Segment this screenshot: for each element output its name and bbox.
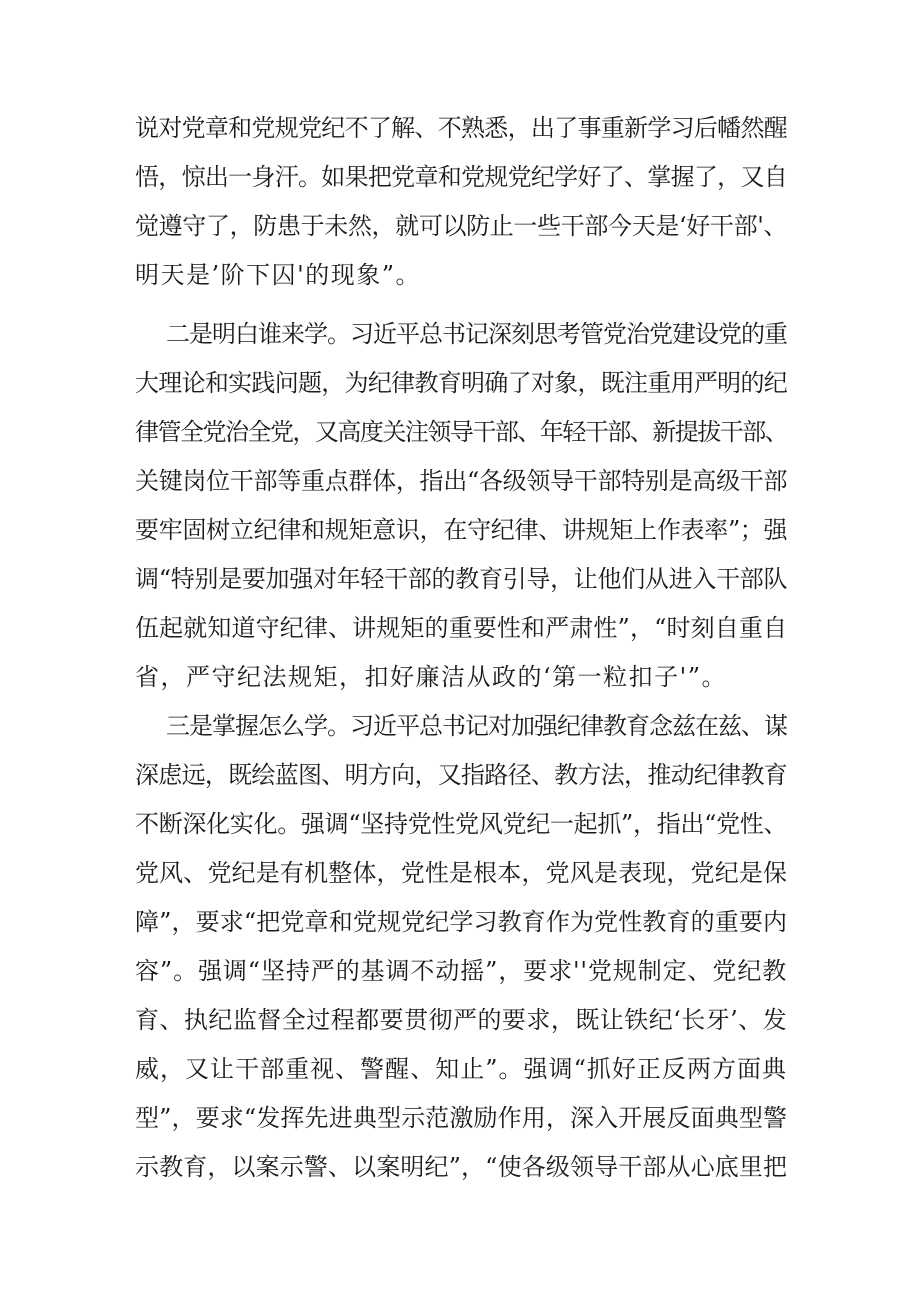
text-line: 型”，要求“发挥先进典型示范激励作用，深入开展反面典型警 (135, 1104, 787, 1132)
text-line: 示教育，以案示警、以案明纪”，“使各级领导干部从心底里把 (135, 1153, 787, 1181)
text-line: 容”。强调“坚持严的基调不动摇”，要求''党规制定、党纪教 (135, 957, 787, 985)
text-line: 省，严守纪法规矩，扣好廉洁从政的‘第一粒扣子'”。 (135, 663, 727, 691)
text-line: 悟，惊出一身汗。如果把党章和党规党纪学好了、掌握了，又自 (135, 163, 787, 191)
text-line: 威，又让干部重视、警醒、知止”。强调“抓好正反两方面典 (135, 1055, 787, 1083)
text-line: 三是掌握怎么学。习近平总书记对加强纪律教育念兹在兹、谋 (166, 712, 787, 740)
text-line: 关键岗位干部等重点群体，指出“各级领导干部特别是高级干部 (135, 467, 787, 495)
text-line: 党风、党纪是有机整体，党性是根本，党风是表现，党纪是保 (135, 859, 787, 887)
text-line: 二是明白谁来学。习近平总书记深刻思考管党治党建设党的重 (166, 320, 787, 348)
text-line: 律管全党治全党，又高度关注领导干部、年轻干部、新提拔干部、 (135, 418, 787, 446)
text-line: 深虑远，既绘蓝图、明方向，又指路径、教方法，推动纪律教育 (135, 761, 787, 789)
text-line: 说对党章和党规党纪不了解、不熟悉，出了事重新学习后幡然醒 (135, 114, 787, 142)
text-line: 大理论和实践问题，为纪律教育明确了对象，既注重用严明的纪 (135, 369, 787, 397)
paragraph-2 (135, 310, 787, 702)
text-line: 不断深化实化。强调“坚持党性党风党纪一起抓”，指出“党性、 (135, 810, 787, 838)
paragraph-3 (135, 702, 787, 1192)
text-line: 觉遵守了，防患于未然，就可以防止一些干部今天是‘好干部'、 (135, 212, 787, 240)
text-line: 明天是’阶下囚'的现象”。 (135, 261, 421, 289)
text-line: 要牢固树立纪律和规矩意识，在守纪律、讲规矩上作表率”；强 (135, 516, 787, 544)
paragraph-1 (135, 104, 787, 300)
text-line: 障”，要求“把党章和党规党纪学习教育作为党性教育的重要内 (135, 908, 787, 936)
text-line: 调“特别是要加强对年轻干部的教育引导，让他们从进入干部队 (135, 565, 787, 593)
text-line: 伍起就知道守纪律、讲规矩的重要性和严肃性”，“时刻自重自 (135, 614, 787, 642)
text-line: 育、执纪监督全过程都要贯彻严的要求，既让铁纪‘长牙’、发 (135, 1006, 787, 1034)
